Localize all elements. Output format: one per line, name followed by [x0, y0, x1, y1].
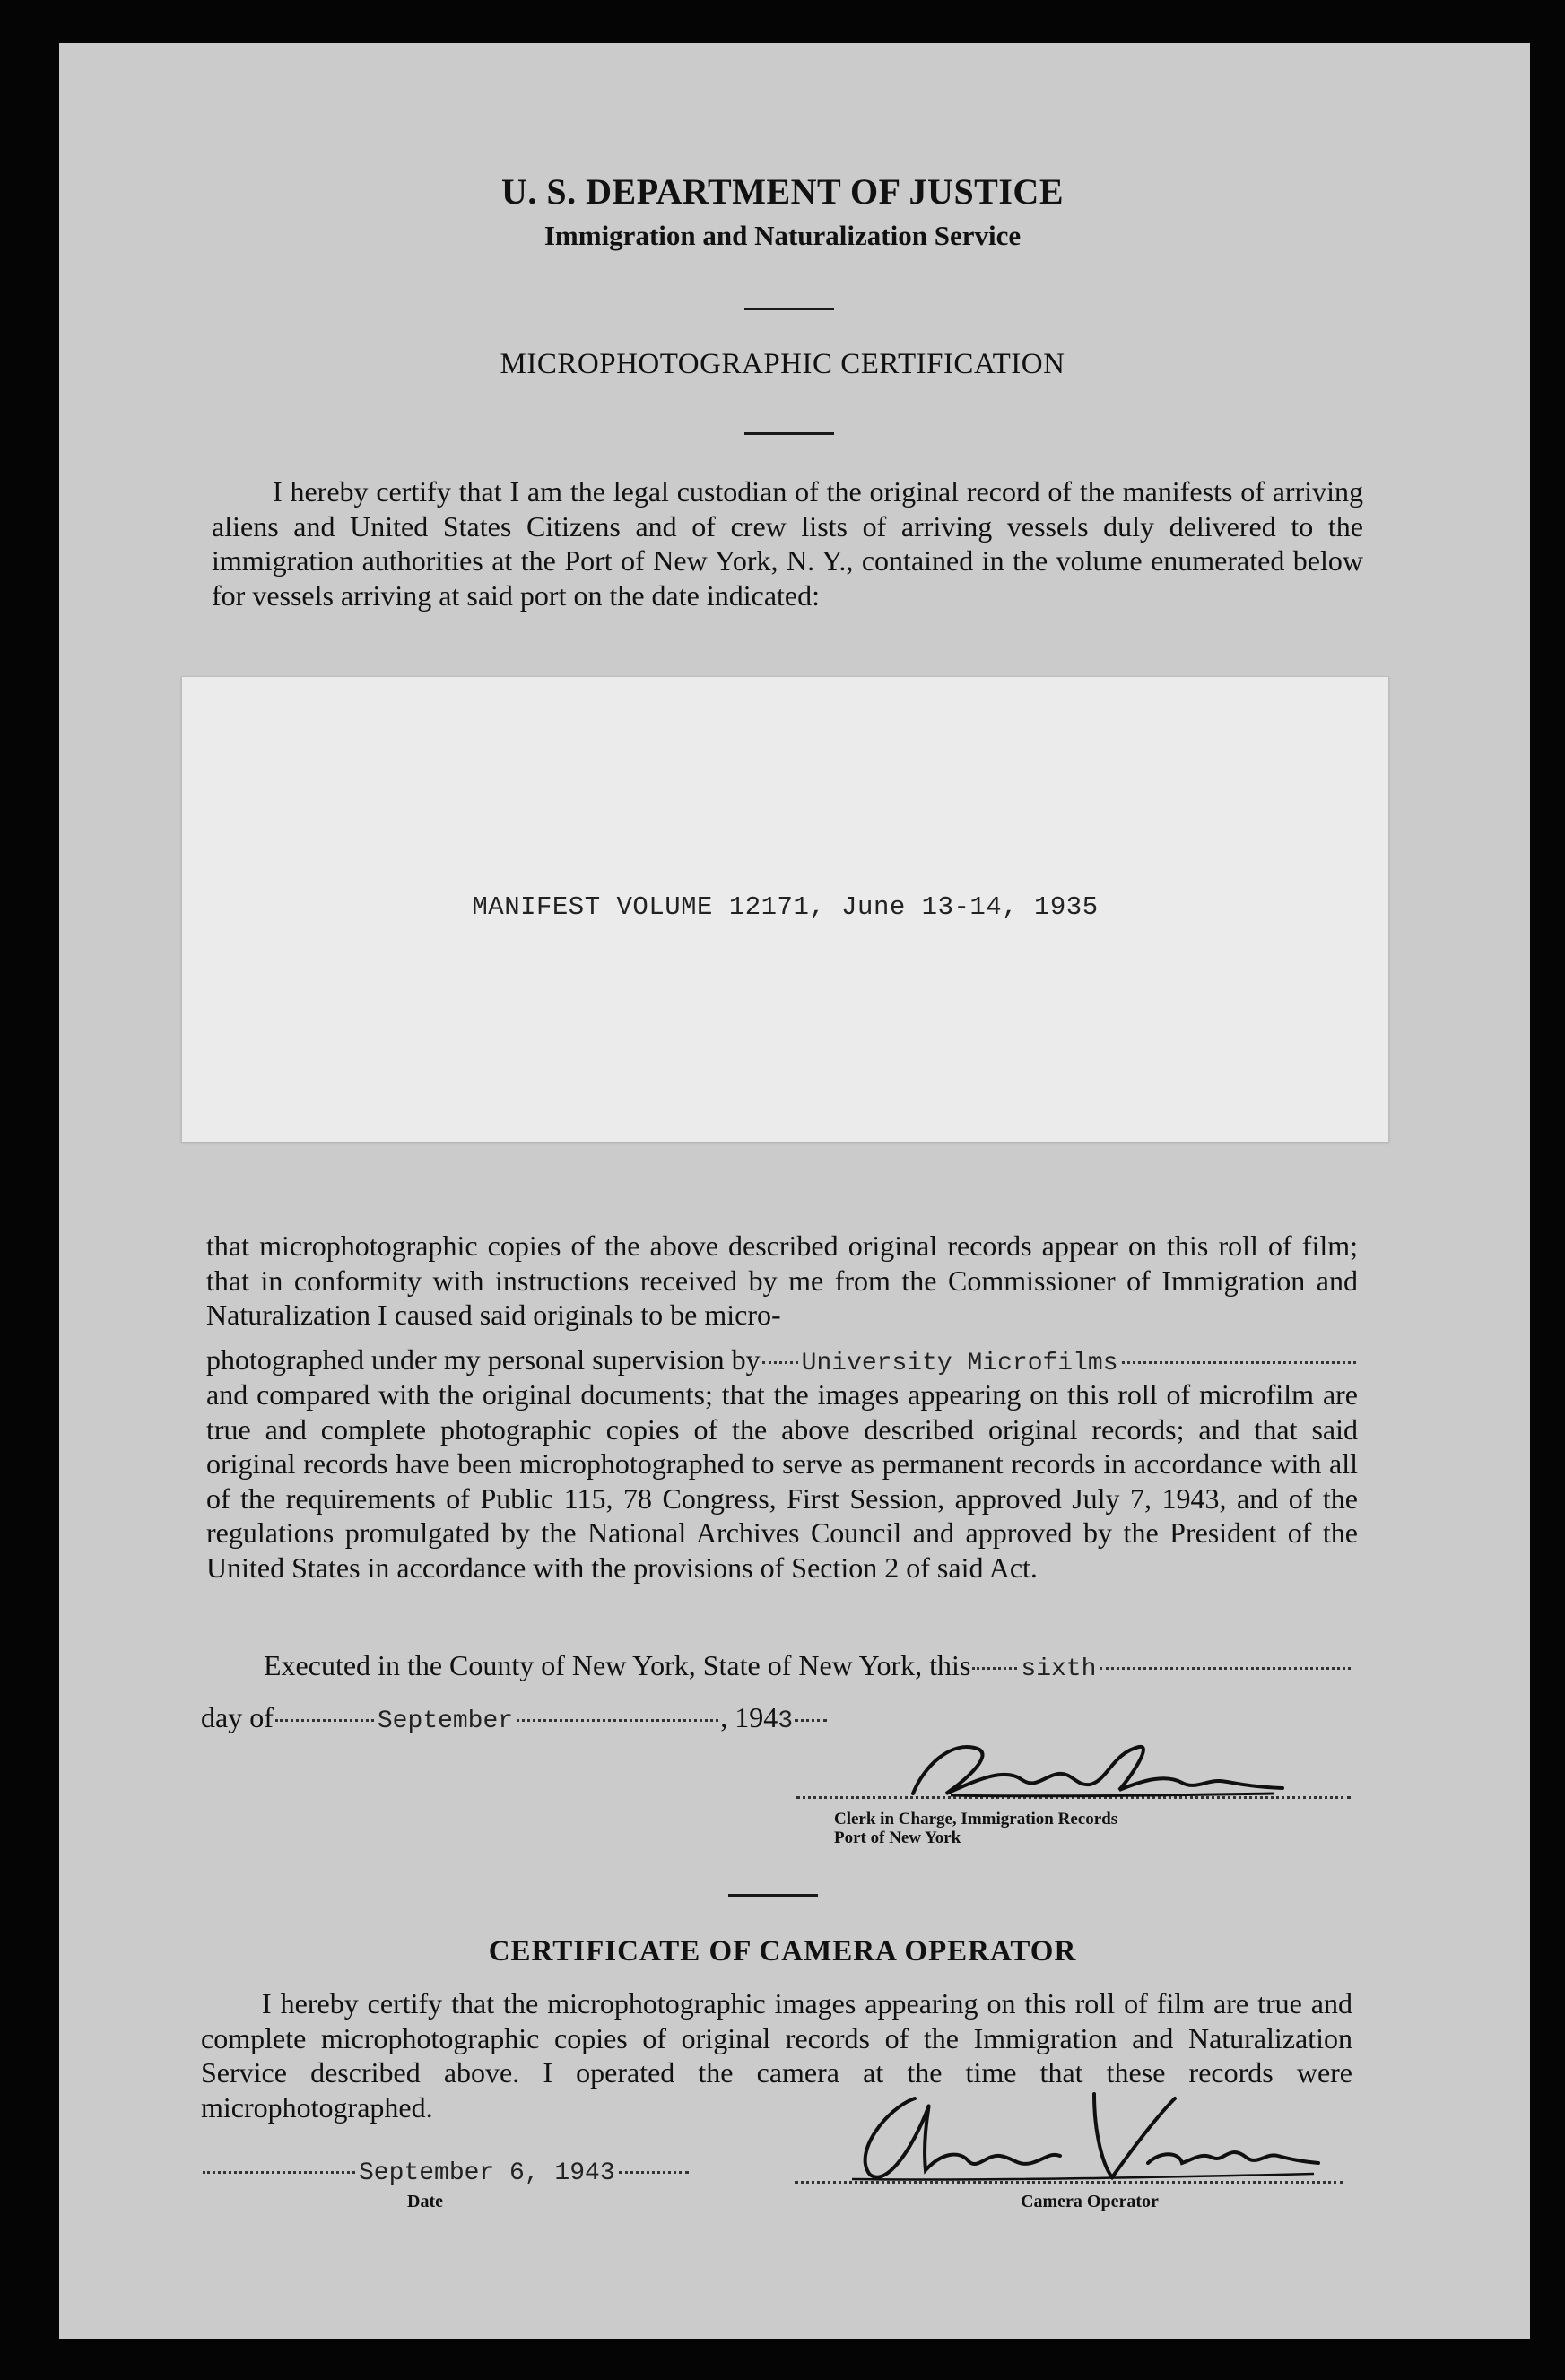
dotted-leader — [972, 1667, 1017, 1670]
year-prefix: , 194 — [720, 1701, 778, 1733]
supervision-prefix: photographed under my personal supervision by — [206, 1343, 761, 1376]
camera-operator-label: Camera Operator — [1021, 2192, 1159, 2211]
clerk-signature — [897, 1731, 1291, 1811]
volume-description: MANIFEST VOLUME 12171, June 13-14, 1935 — [472, 892, 1099, 922]
execution-month-field: September — [377, 1707, 514, 1735]
dotted-leader — [762, 1361, 798, 1364]
dotted-leader — [275, 1719, 374, 1722]
camera-certificate-paragraph: I hereby certify that the microphotographic images appearing on this roll of film are true and complete microphotographic copies of original records of the Immigration and Naturalization Service described above. I operated the camera at the time that these records were microphotographed. — [201, 1987, 1352, 2124]
divider — [728, 1894, 818, 1897]
dotted-leader — [517, 1719, 718, 1722]
dotted-leader — [619, 2171, 689, 2174]
date-label: Date — [407, 2192, 443, 2211]
clerk-title: Clerk in Charge, Immigration Records — [834, 1810, 1118, 1828]
dotted-leader — [203, 2171, 355, 2174]
supervision-line — [206, 1342, 1358, 1381]
execution-prefix: Executed in the County of New York, State of New York, this — [264, 1649, 971, 1681]
execution-day-field: sixth — [1021, 1655, 1097, 1683]
day-of-label: day of — [201, 1701, 274, 1733]
agency-title: U. S. DEPARTMENT OF JUSTICE — [501, 171, 1064, 212]
year-digit-field: 3 — [778, 1707, 793, 1735]
certification-title: MICROPHOTOGRAPHIC CERTIFICATION — [500, 348, 1065, 380]
clerk-caption — [834, 1810, 1117, 1847]
execution-date-line — [201, 1700, 829, 1739]
supervisor-field: University Microfilms — [801, 1350, 1118, 1377]
intro-paragraph: I hereby certify that I am the legal custodian of the original record of the manifests of arriving aliens and United States Citizens and of crew lists of arriving vessels duly delivered to the immigration authorities at the Port of New York, N. Y., contained in the volume enumerated below for vessels arriving at said port on the date indicated: — [212, 475, 1363, 612]
clerk-port: Port of New York — [834, 1828, 961, 1847]
divider — [744, 432, 834, 435]
camera-certificate-title: CERTIFICATE OF CAMERA OPERATOR — [488, 1935, 1077, 1967]
execution-line — [264, 1648, 1352, 1687]
divider — [744, 308, 834, 310]
dotted-leader — [1122, 1361, 1356, 1364]
dotted-leader — [1100, 1667, 1351, 1670]
volume-card — [181, 676, 1389, 1142]
operator-date-line — [201, 2157, 691, 2191]
dotted-leader — [795, 1719, 827, 1722]
body-paragraph-2: and compared with the original documents; that the images appearing on this roll of microfilm are true and complete photographic copies of the above described original records; and that said original records have been microphotographed to serve as permanent records in accordance with all of the requirements of Public 115, 78 Congress, First Session, approved July 7, 1943, and of the regulations promulgated by the National Archives Council and approved by the President of the United States in accordance with the provisions of Section 2 of said Act. — [206, 1378, 1358, 1584]
body-paragraph-1: that microphotographic copies of the above described original records appear on this roll of film; that in conformity with instructions received by me from the Commissioner of Immigration and Naturalization I caused said originals to be micro- — [206, 1229, 1358, 1331]
operator-signature — [825, 2080, 1327, 2188]
service-subtitle: Immigration and Naturalization Service — [543, 220, 1022, 251]
operator-date-field: September 6, 1943 — [359, 2159, 615, 2187]
